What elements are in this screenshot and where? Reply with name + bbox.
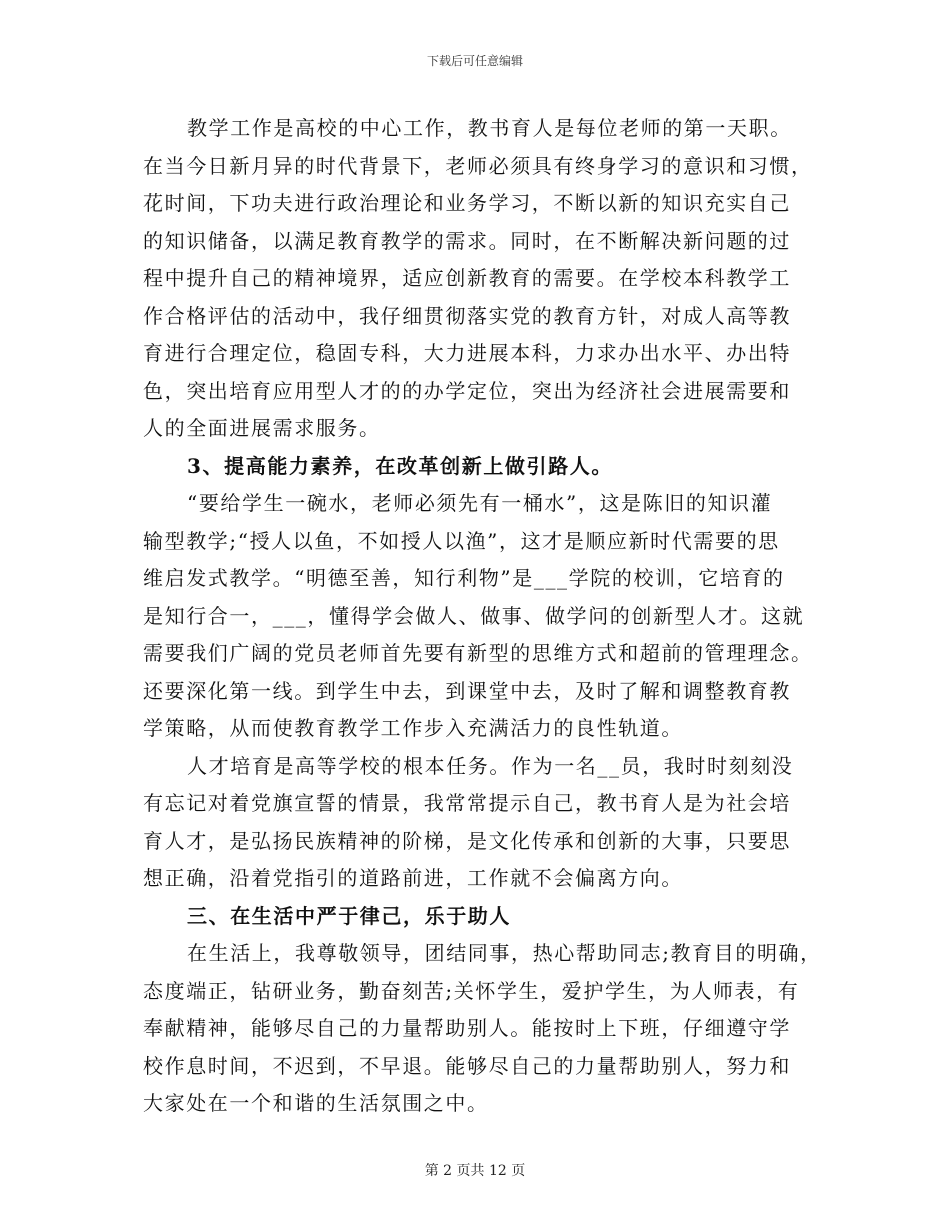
paragraph-line: 育进行合理定位，稳固专科，大力进展本科，力求办出水平、办出特 xyxy=(143,341,791,365)
paragraph-line: 人的全面进展需求服务。 xyxy=(143,416,381,440)
paragraph-line: 维启发式教学。“明德至善，知行利物”是___学院的校训，它培育的 xyxy=(143,566,785,590)
page-number: 第 2 页共 12 页 xyxy=(424,1163,526,1179)
paragraph-line: 奉献精神，能够尽自己的力量帮助别人。能按时上下班，仔细遵守学 xyxy=(143,1016,791,1040)
paragraph-line: 人才培育是高等学校的根本任务。作为一名__员，我时时刻刻没 xyxy=(187,753,794,778)
paragraph-line: 有忘记对着党旗宣誓的情景，我常常提示自己，教书育人是为社会培 xyxy=(143,791,791,815)
paragraph-line: 花时间，下功夫进行政治理论和业务学习，不断以新的知识充实自己 xyxy=(143,191,791,215)
paragraph-line: 的知识储备，以满足教育教学的需求。同时，在不断解决新问题的过 xyxy=(143,228,791,253)
paragraph-line: “要给学生一碗水，老师必须先有一桶水”，这是陈旧的知识灌 xyxy=(187,491,773,515)
paragraph-line: 需要我们广阔的党员老师首先要有新型的思维方式和超前的管理理念。 xyxy=(143,641,813,665)
paragraph-line: 输型教学;“授人以鱼，不如授人以渔”，这才是顺应新时代需要的思 xyxy=(143,528,780,553)
paragraph-line: 程中提升自己的精神境界，适应创新教育的需要。在学校本科教学工 xyxy=(143,266,791,290)
paragraph-line: 还要深化第一线。到学生中去，到课堂中去，及时了解和调整教育教 xyxy=(143,678,791,703)
paragraph-line: 是知行合一，___，懂得学会做人、做事、做学问的创新型人才。这就 xyxy=(143,603,805,628)
section-heading: 三、在生活中严于律己，乐于助人 xyxy=(187,903,511,928)
paragraph-line: 想正确，沿着党指引的道路前进，工作就不会偏离方向。 xyxy=(143,866,683,890)
paragraph-line: 学策略，从而使教育教学工作步入充满活力的良性轨道。 xyxy=(143,716,683,740)
paragraph-line: 作合格评估的活动中，我仔细贯彻落实党的教育方针，对成人高等教 xyxy=(143,303,791,328)
paragraph-line: 在生活上，我尊敬领导，团结同事，热心帮助同志;教育目的明确， xyxy=(187,941,822,965)
section-heading: 3、提高能力素养，在改革创新上做引路人。 xyxy=(187,453,613,478)
document-body xyxy=(143,110,823,1123)
paragraph-line: 校作息时间，不迟到，不早退。能够尽自己的力量帮助别人，努力和 xyxy=(143,1053,791,1078)
paragraph-line: 色，突出培育应用型人才的的办学定位，突出为经济社会进展需要和 xyxy=(143,378,791,403)
paragraph-line: 大家处在一个和谐的生活氛围之中。 xyxy=(143,1091,489,1115)
paragraph-line: 在当今日新月异的时代背景下，老师必须具有终身学习的意识和习惯， xyxy=(143,153,813,178)
paragraph-line: 教学工作是高校的中心工作，教书育人是每位老师的第一天职。 xyxy=(187,116,792,140)
paragraph-line: 态度端正，钻研业务，勤奋刻苦;关怀学生，爱护学生，为人师表，有 xyxy=(143,978,800,1003)
page-header: 下载后可任意编辑 xyxy=(426,54,523,68)
paragraph-line: 育人才，是弘扬民族精神的阶梯，是文化传承和创新的大事，只要思 xyxy=(143,828,791,853)
